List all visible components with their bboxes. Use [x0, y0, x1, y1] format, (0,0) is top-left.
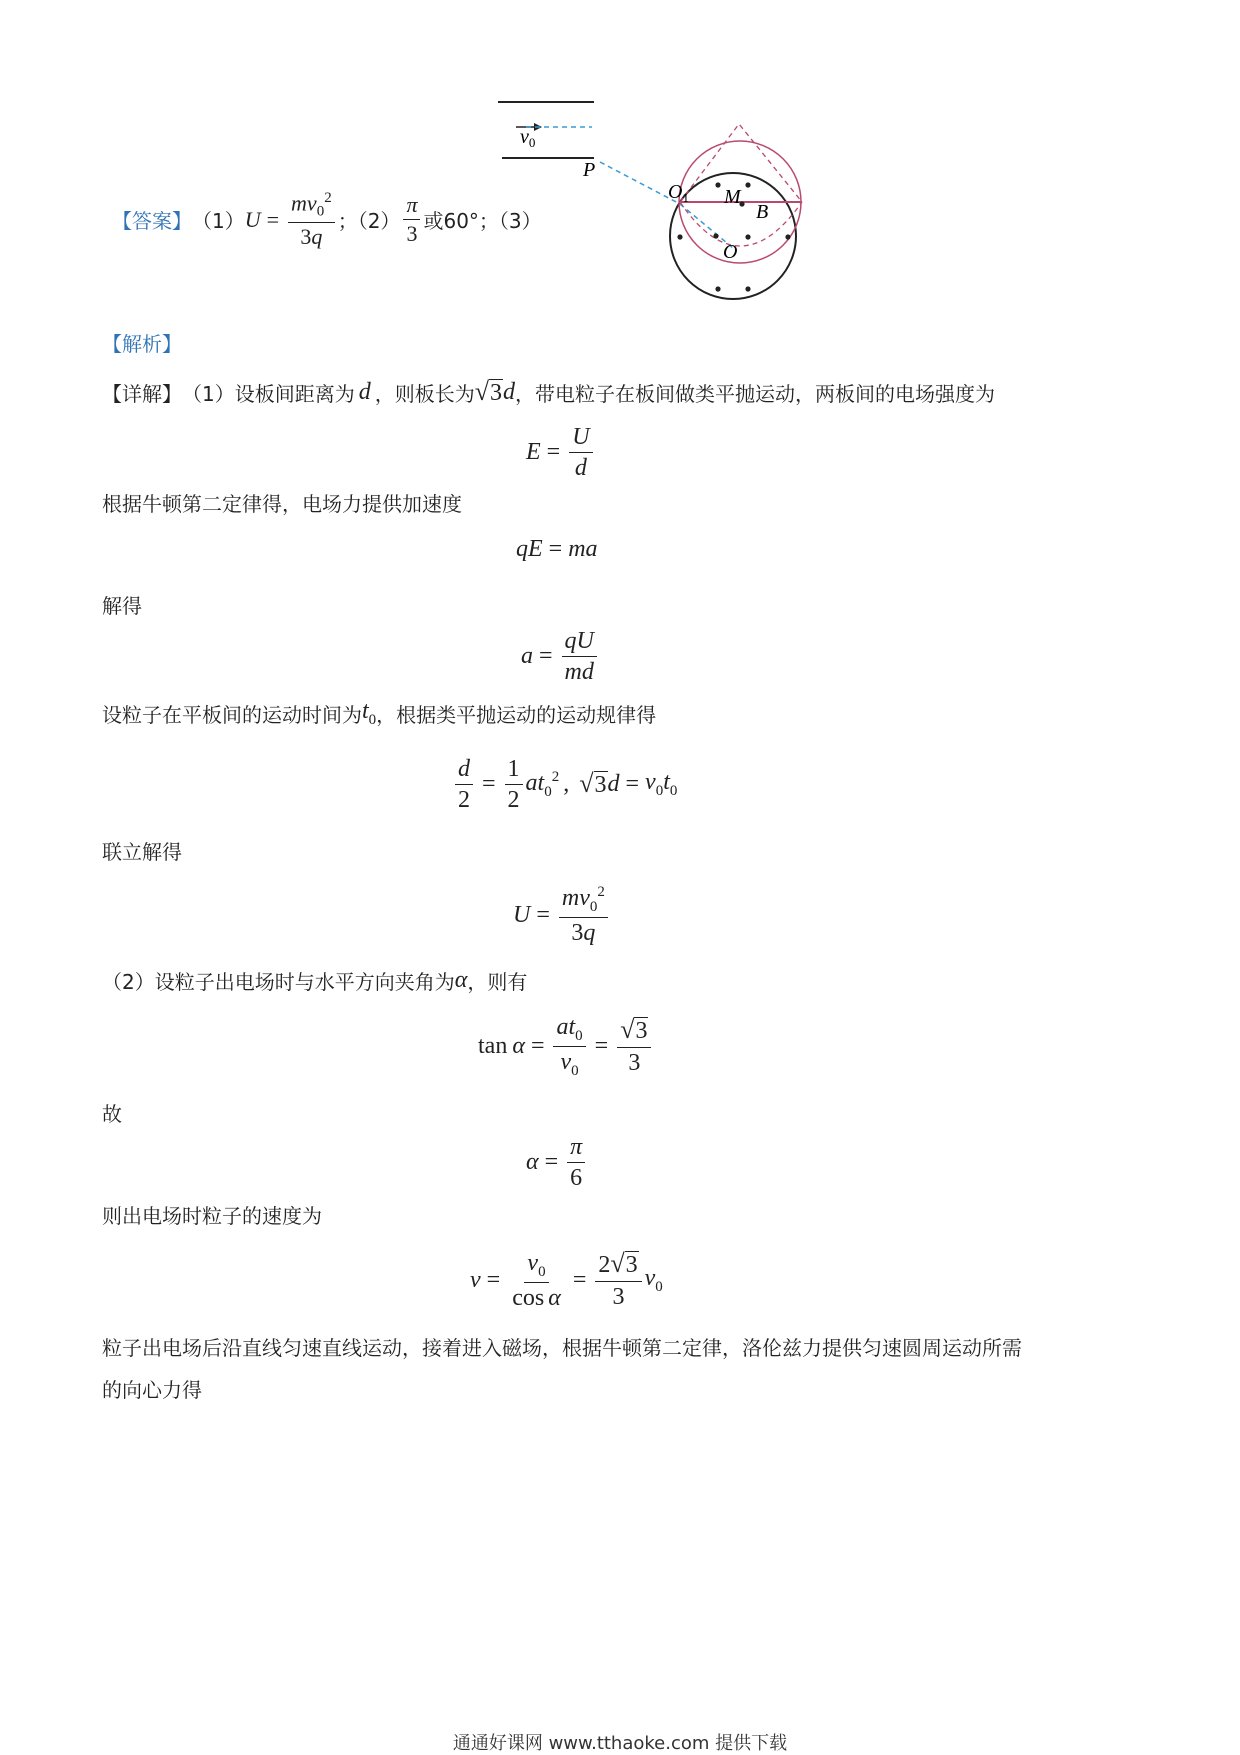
- equation-kinematics: $\frac{d}{2}$ = $\frac{1}{2}$ $at_0^2$ , √ 3 d = $v_0t_0$: [452, 756, 677, 814]
- answer-part3-prefix: ；（3）: [478, 209, 542, 234]
- equation-v: v = $\frac{v_0}{\text{cos α}}$ = 2 √ 3 3 $v_0$: [470, 1249, 663, 1312]
- answer-formula-angle: $\frac{\pi}{3}$: [400, 193, 423, 246]
- answer-line: [112, 190, 542, 249]
- detail-p1-a: （1）设板间距离为: [182, 382, 355, 406]
- analysis-label: 【解析】: [102, 332, 182, 356]
- detail-p3: 解得: [102, 594, 142, 618]
- answer-part2-or: 或60°: [423, 209, 479, 234]
- answer-part2-prefix: ；（2）: [337, 209, 401, 234]
- detail-paragraph-1: [102, 378, 995, 407]
- detail-p7: 故: [102, 1102, 122, 1126]
- label-o: O: [723, 241, 738, 263]
- detail-p2: 根据牛顿第二定律得，电场力提供加速度: [102, 492, 462, 516]
- equation-e: E = $\frac{U}{d}$: [526, 424, 596, 482]
- detail-paragraph-4: [102, 698, 656, 729]
- answer-figure: [490, 90, 820, 310]
- dashed-arc: [680, 202, 802, 246]
- equation-newton: qE = ma: [516, 536, 598, 562]
- detail-paragraph-6: [102, 966, 527, 995]
- answer-formula-u: U = $\frac{mv_0^2}{3q}$: [245, 190, 338, 249]
- detail-p4-a: 设粒子在平板间的运动时间为: [102, 702, 362, 727]
- dashed-triangle: [680, 124, 802, 202]
- equation-tan: tan α = $\frac{at_0}{v_0}$ = √ 3 3: [478, 1014, 654, 1080]
- detail-p9-line1: 粒子出电场后沿直线匀速直线运动，接着进入磁场，根据牛顿第二定律，洛伦兹力提供匀速圆周运动所需: [102, 1336, 1022, 1360]
- detail-label: 【详解】: [102, 382, 182, 406]
- symbol-sqrt3d: √ 3 d: [474, 376, 516, 406]
- label-v0: $v_0$: [520, 126, 536, 150]
- detail-p6-a: （2）设粒子出电场时与水平方向夹角为: [102, 970, 455, 994]
- detail-p1-c: ，带电粒子在板间做类平抛运动，两板间的电场强度为: [515, 382, 996, 406]
- detail-p6-b: ，则有: [467, 970, 528, 994]
- answer-label: 【答案】: [112, 209, 192, 234]
- answer-part1-prefix: （1）: [192, 209, 245, 234]
- page-footer: 通通好课网 www.tthaoke.com 提供下载: [452, 1733, 788, 1754]
- label-b: B: [756, 201, 769, 223]
- label-p: P: [583, 159, 596, 181]
- label-m: M: [724, 186, 741, 208]
- label-o1: $O_1$: [668, 181, 689, 205]
- detail-p1-b: ，则板长为: [374, 382, 475, 406]
- symbol-t0: $t_0$: [362, 698, 377, 728]
- equation-alpha: α = $\frac{\pi}{6}$: [526, 1134, 588, 1192]
- detail-p5: 联立解得: [102, 840, 182, 864]
- equation-a: a = $\frac{qU}{md}$: [521, 628, 600, 686]
- detail-p4-b: ，根据类平抛运动的运动规律得: [376, 702, 657, 727]
- detail-p8: 则出电场时粒子的速度为: [102, 1204, 322, 1228]
- symbol-d: d: [358, 379, 371, 405]
- symbol-alpha: α: [454, 967, 468, 993]
- equation-u: U = $\frac{mv_0^2}{3q}$: [513, 884, 611, 947]
- detail-p9-line2: 的向心力得: [102, 1378, 202, 1402]
